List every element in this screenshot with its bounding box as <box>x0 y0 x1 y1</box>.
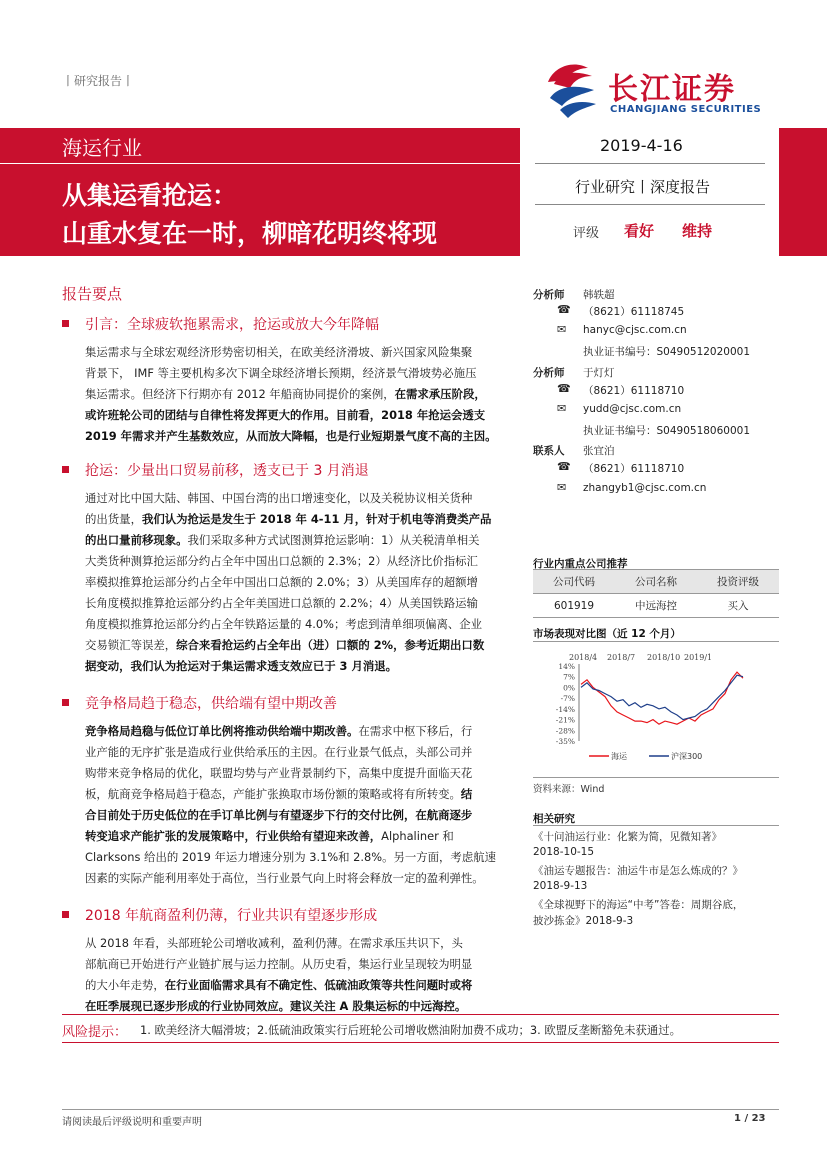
analyst-phone: （8621）61118710 <box>583 385 685 397</box>
column-header: 公司名称 <box>615 570 697 594</box>
body-text: 购带来竞争格局的优化，联盟均势与产业背景制约下，高集中度提升面临天花 <box>85 766 473 780</box>
bold-text: 或许班轮公司的团结与自律性将发挥更大的作用。目前看，2018 年抢运会透支 <box>85 408 486 422</box>
body-text: 大类货种测算抢运部分约占全年中国出口总额的 2.3%；2）从经济比价指标汇 <box>85 554 478 568</box>
paragraph-line <box>85 954 517 975</box>
divider <box>535 163 765 164</box>
paragraph-line <box>85 635 517 656</box>
table-header-row <box>533 570 779 594</box>
body-text: 因素的实际产能利用率处于高位，当行业景气向上时将会释放一定的盈利弹性。 <box>85 871 484 885</box>
body-text: 背景下， IMF 等主要机构多次下调全球经济增长预期，经济景气滑坡势必施压 <box>85 366 477 380</box>
summary-title: 报告要点 <box>62 285 123 303</box>
bold-text: 在需求承压阶段， <box>394 387 486 401</box>
related-item-date: 披沙拣金》2018-9-3 <box>533 915 634 927</box>
risk-divider <box>62 1042 779 1043</box>
column-header: 公司代码 <box>533 570 615 594</box>
body-text: Clarksons 给出的 2019 年运力增速分别为 3.1%和 2.8%。另一方面，考虑航速 <box>85 850 496 864</box>
crane-logo-icon <box>540 58 604 122</box>
section-heading: 抢运：少量出口贸易前移，透支已于 3 月消退 <box>62 460 369 480</box>
paragraph-line <box>85 551 517 572</box>
analyst-name: 韩轶超 <box>583 289 615 301</box>
y-tick-label: 0% <box>563 683 575 693</box>
paragraph-line <box>85 742 517 763</box>
body-text: 的出货量， <box>85 512 142 526</box>
analyst-email[interactable]: hanyc@cjsc.com.cn <box>583 324 687 336</box>
analyst-license: 执业证书编号：S0490512020001 <box>583 346 751 358</box>
paragraph-line <box>85 572 517 593</box>
key-companies-table <box>533 569 779 618</box>
bold-text: 的出口量前移现象。 <box>85 533 188 547</box>
bullet-square-icon <box>62 911 69 918</box>
chart-title: 市场表现对比图（近 12 个月） <box>533 628 681 640</box>
section-body <box>85 342 517 447</box>
company-name: 中远海控 <box>615 594 697 618</box>
related-item-title[interactable]: 《十问油运行业：化繁为简，见微知著》 <box>533 831 722 843</box>
right-banner-accent <box>779 128 827 256</box>
column-header: 投资评级 <box>697 570 779 594</box>
section-heading: 引言：全球疲软拖累需求，抢运或放大今年降幅 <box>62 314 379 334</box>
logo-name: 长江证券 <box>608 72 736 107</box>
contact-role: 联系人 <box>533 445 565 457</box>
report-type: 行业研究丨深度报告 <box>575 178 711 196</box>
body-text: 我们采取多种方式试图测算抢运影响：1）从关税清单相关 <box>187 533 480 547</box>
risk-label: 风险提示： <box>62 1025 128 1040</box>
section-body <box>85 721 517 889</box>
paragraph-line <box>85 826 517 847</box>
related-item-title[interactable]: 《油运专题报告：油运牛市是怎么炼成的？》 <box>533 865 743 877</box>
body-text: 板，航商竞争格局趋于稳态，产能扩张换取市场份额的策略或将有所转变。 <box>85 787 461 801</box>
footer-divider <box>62 1109 779 1110</box>
paragraph-line <box>85 593 517 614</box>
bold-text: 竞争格局趋稳与低位订单比例将推动供给端中期改善。 <box>85 724 359 738</box>
related-item-date: 2018-10-15 <box>533 846 595 858</box>
rating-value: 看好 <box>624 222 655 240</box>
sector-label: 海运行业 <box>62 136 142 160</box>
logo-english-name: CHANGJIANG SECURITIES <box>610 104 762 115</box>
contact-email[interactable]: zhangyb1@cjsc.com.cn <box>583 482 707 494</box>
analyst-role: 分析师 <box>533 367 565 379</box>
contact-name: 张宜泊 <box>583 445 615 457</box>
section-body <box>85 933 517 1017</box>
paragraph-line <box>85 384 517 405</box>
phone-icon: ☎ <box>557 460 571 473</box>
bold-text: 综合来看抢运约占全年出（进）口额的 2%，参考近期出口数 <box>176 638 485 652</box>
body-text: 长角度模拟推算抢运部分约占全年美国进口总额的 2.2%；4）从美国铁路运输 <box>85 596 478 610</box>
bullet-square-icon <box>62 699 69 706</box>
body-text: 在需求中枢下移后，行 <box>358 724 473 738</box>
table-row <box>533 594 779 618</box>
paragraph-line <box>85 488 517 509</box>
y-tick-label: -21% <box>555 715 575 725</box>
contact-phone: （8621）61118710 <box>583 463 685 475</box>
x-tick-label: 2019/1 <box>684 653 713 662</box>
analyst-email[interactable]: yudd@cjsc.com.cn <box>583 403 682 415</box>
analyst-phone: （8621）61118745 <box>583 306 685 318</box>
chart-source: 资料来源：Wind <box>533 784 605 795</box>
phone-icon: ☎ <box>557 382 571 395</box>
company-code: 601919 <box>533 594 615 618</box>
bold-text: 2019 年需求并产生基数效应，从而放大降幅，也是行业短期景气度不高的主因。 <box>85 429 497 443</box>
body-text: 业产能的无序扩张是造成行业供给承压的主因。在行业景气低点，头部公司并 <box>85 745 473 759</box>
bold-text: 转变追求产能扩张的发展策略中，行业供给有望迎来改善， <box>85 829 382 843</box>
body-text: 集运需求与全球宏观经济形势密切相关，在欧美经济滑坡、新兴国家风险集聚 <box>85 345 473 359</box>
rating-action: 维持 <box>682 222 713 240</box>
paragraph-line <box>85 847 517 868</box>
paragraph-line <box>85 784 517 805</box>
y-tick-label: -7% <box>560 694 575 704</box>
divider <box>533 641 779 642</box>
bold-text: 在行业面临需求具有不确定性、低硫油政策等共性问题时或将 <box>164 978 473 992</box>
body-text: 从 2018 年看，头部班轮公司增收减利，盈利仍薄。在需求承压共识下，头 <box>85 936 463 950</box>
series-line <box>581 672 743 724</box>
investment-rating: 买入 <box>697 594 779 618</box>
divider <box>533 825 779 826</box>
paragraph-line <box>85 426 517 447</box>
legend-label: 海运 <box>611 752 627 761</box>
title-banner <box>0 128 520 256</box>
bold-text: 据变动，我们认为抢运对于集运需求透支效应已于 3 月消退。 <box>85 659 398 673</box>
body-text: 通过对比中国大陆、韩国、中国台湾的出口增速变化，以及关税协议相关货种 <box>85 491 473 505</box>
company-logo <box>540 58 770 124</box>
section-body <box>85 488 517 677</box>
divider <box>533 777 779 778</box>
paragraph-line <box>85 975 517 996</box>
rating-label: 评级 <box>573 226 600 241</box>
body-text: 交易锁汇等误差， <box>85 638 177 652</box>
risk-divider <box>62 1014 779 1015</box>
y-tick-label: 14% <box>558 662 575 671</box>
body-text: 集运需求。但经济下行期亦有 2012 年船商协同提价的案例， <box>85 387 395 401</box>
report-title-line2: 山重水复在一时，柳暗花明终将现 <box>62 219 438 248</box>
bold-text: 在旺季展现已逐步形成的行业协同效应。建议关注 A 股集运标的中远海控。 <box>85 999 467 1013</box>
analyst-license: 执业证书编号：S0490518060001 <box>583 425 751 437</box>
paragraph-line <box>85 405 517 426</box>
bold-text: 结 <box>460 787 473 801</box>
analyst-role: 分析师 <box>533 289 565 301</box>
x-tick-label: 2018/4 <box>569 653 598 662</box>
bullet-square-icon <box>62 466 69 473</box>
paragraph-line <box>85 342 517 363</box>
related-item-date: 2018-9-13 <box>533 880 588 892</box>
y-tick-label: -35% <box>555 737 575 746</box>
y-tick-label: -14% <box>555 704 575 714</box>
divider <box>535 204 765 205</box>
section-heading: 2018 年航商盈利仍薄，行业共识有望逐步形成 <box>62 905 377 925</box>
y-tick-label: 7% <box>563 672 575 682</box>
bold-text: 我们认为抢运是发生于 2018 年 4-11 月，针对于机电等消费类产品 <box>141 512 492 526</box>
x-tick-label: 2018/10 <box>647 653 681 662</box>
legend-label: 沪深300 <box>671 752 703 761</box>
paragraph-line <box>85 363 517 384</box>
page-number: 1 / 23 <box>734 1113 766 1124</box>
x-tick-label: 2018/7 <box>607 653 636 662</box>
body-text: 部航商已开始进行产业链扩展与运力控制。从历史看，集运行业呈现较为明显 <box>85 957 473 971</box>
paragraph-line <box>85 721 517 742</box>
email-icon: ✉ <box>557 323 567 336</box>
section-heading: 竞争格局趋于稳态，供给端有望中期改善 <box>62 693 337 713</box>
analyst-name: 于灯灯 <box>583 367 615 379</box>
email-icon: ✉ <box>557 402 567 415</box>
banner-divider <box>0 163 520 164</box>
paragraph-line <box>85 614 517 635</box>
bold-text: 合目前处于历史低位的在手订单比例与有望逐步下行的交付比例，在航商逐步 <box>85 808 473 822</box>
body-text: 率模拟推算抢运部分约占全年中国出口总额的 2.0%；3）从美国库存的超额增 <box>85 575 478 589</box>
body-text: Alphaliner 和 <box>381 829 454 843</box>
body-text: 角度模拟推算抢运部分约占全年铁路运量的 4.0%；考虑到清单细项偏离、企业 <box>85 617 483 631</box>
risk-text: 1. 欧美经济大幅滑坡；2.低硫油政策实行后班轮公司增收燃油附加费不成功；3. 欧盟反垄断豁免未获通过。 <box>140 1023 682 1037</box>
key-companies-title: 行业内重点公司推荐 <box>533 558 628 570</box>
paragraph-line <box>85 868 517 889</box>
paragraph-line <box>85 530 517 551</box>
footer-disclaimer: 请阅读最后评级说明和重要声明 <box>62 1117 202 1128</box>
related-research-title: 相关研究 <box>533 813 575 825</box>
paragraph-line <box>85 933 517 954</box>
market-performance-chart <box>533 648 779 774</box>
paragraph-line <box>85 656 517 677</box>
report-title-line1: 从集运看抢运： <box>62 181 238 210</box>
report-category-tag: 丨研究报告丨 <box>62 74 135 88</box>
report-date: 2019-4-16 <box>600 136 683 155</box>
related-item-title[interactable]: 《全球视野下的海运“中考”答卷：周期谷底， <box>533 899 744 911</box>
email-icon: ✉ <box>557 481 567 494</box>
paragraph-line <box>85 509 517 530</box>
body-text: 的大小年走势， <box>85 978 165 992</box>
phone-icon: ☎ <box>557 303 571 316</box>
y-tick-label: -28% <box>555 726 575 736</box>
paragraph-line <box>85 805 517 826</box>
bullet-square-icon <box>62 320 69 327</box>
paragraph-line <box>85 763 517 784</box>
